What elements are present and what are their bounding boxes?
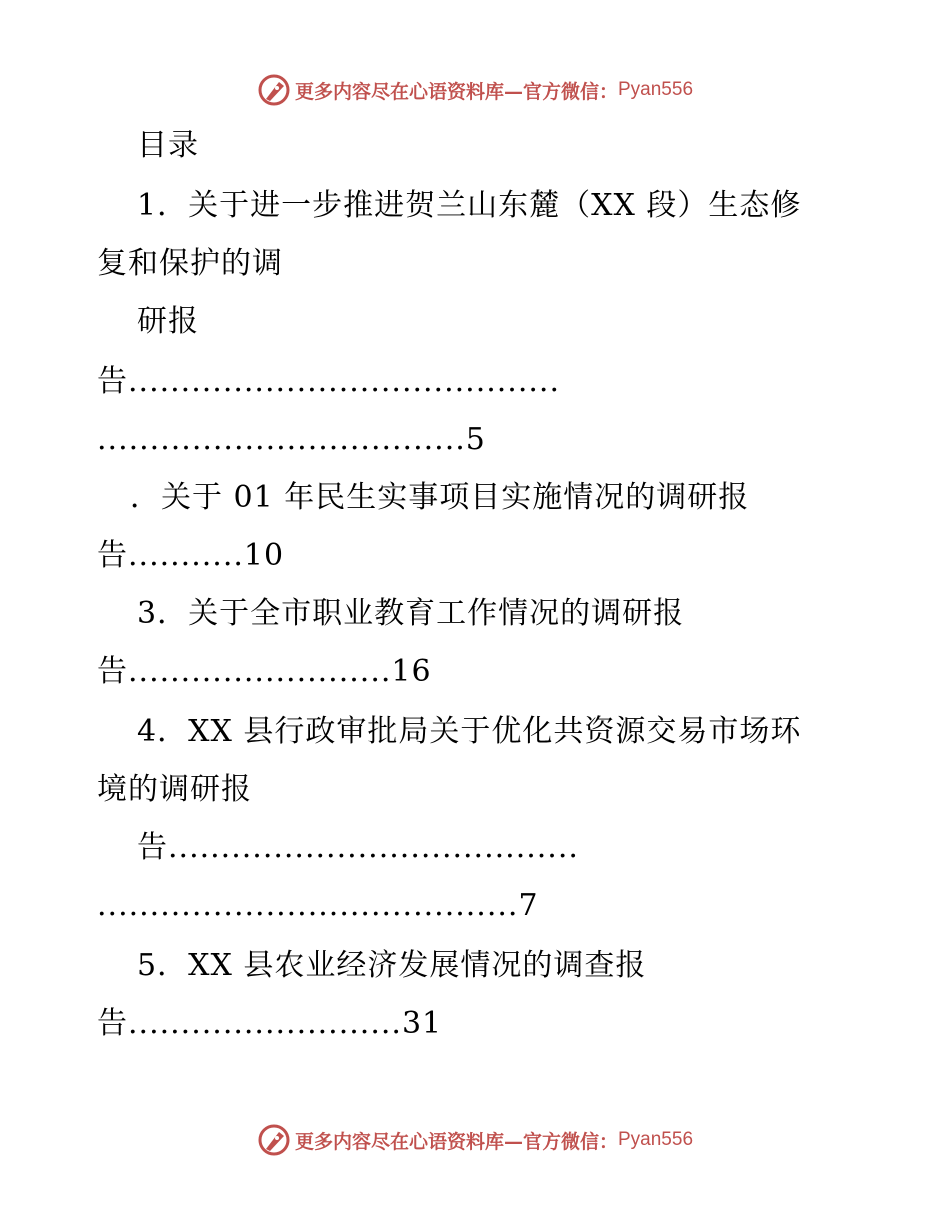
toc-line-2: 复和保护的调 [97,246,283,281]
watermark-account: Pyan556 [618,1129,694,1150]
toc-line-12: 告....................................... [137,830,579,865]
watermark-account: Pyan556 [618,79,694,100]
toc-line-4: 告......................................... [97,364,560,399]
toc-line-8: 3．关于全市职业教育工作情况的调研报 [137,596,685,631]
toc-line-10: 4．XX 县行政审批局关于优化共资源交易市场环 [137,714,802,749]
pen-nib-icon [257,1123,291,1157]
toc-line-11: 境的调研报 [97,772,252,807]
toc-line-13: ........................................7 [97,888,539,923]
toc-heading: 目录 [137,128,199,163]
header-watermark [0,70,950,110]
pen-nib-icon [257,73,291,107]
toc-line-14: 5．XX 县农业经济发展情况的调查报 [137,948,647,983]
watermark-site-text: 更多内容尽在心语资料库—官方微信： [294,1130,618,1153]
toc-line-9: 告.........................16 [97,654,432,689]
toc-line-7: 告...........10 [97,538,285,573]
toc-line-3: 研报 [137,304,199,339]
toc-line-5: ...................................5 [97,422,486,457]
toc-line-6: ．关于 01 年民生实事项目实施情况的调研报 [130,480,750,515]
footer-watermark [0,1120,950,1160]
toc-line-15: 告..........................31 [97,1006,443,1041]
watermark-site-text: 更多内容尽在心语资料库—官方微信： [294,80,618,103]
toc-line-1: 1．关于进一步推进贺兰山东麓（XX 段）生态修 [137,188,802,223]
